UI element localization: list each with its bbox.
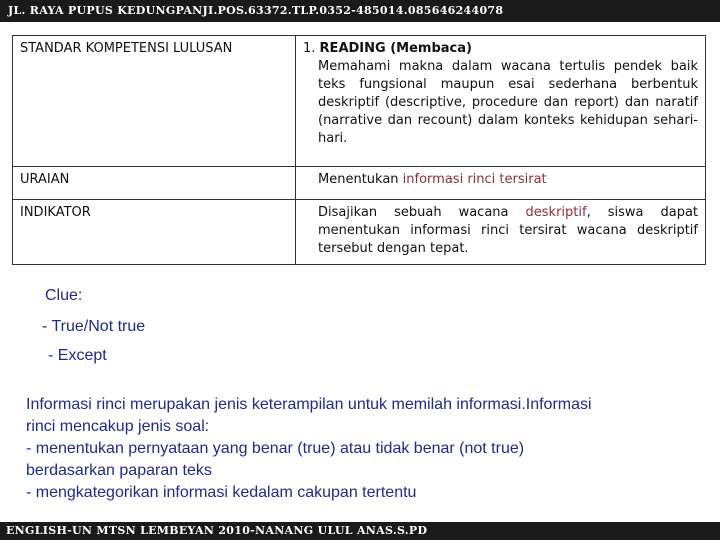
- indikator-text-after: , siswa dapat menentukan informasi rinci tersirat wacana deskriptif tersebut dengan tepat.: [318, 205, 699, 256]
- clue-item-true-not-true: - True/Not true: [42, 318, 146, 335]
- uraian-label: URAIAN: [13, 167, 296, 200]
- footer-bar: [0, 522, 720, 540]
- info-line: Informasi rinci merupakan jenis keterampilan untuk memilah informasi.Informasi: [26, 396, 592, 413]
- info-line: - mengkategorikan informasi kedalam cakupan tertentu: [26, 484, 417, 501]
- table-row: [13, 36, 706, 167]
- clue-title: Clue:: [45, 287, 83, 304]
- info-line: berdasarkan paparan teks: [26, 462, 212, 479]
- uraian-text: [303, 171, 698, 189]
- header-bar: [0, 0, 720, 22]
- table-row: [13, 200, 706, 265]
- info-line: - menentukan pernyataan yang benar (true) atau tidak benar (not true): [26, 440, 525, 457]
- uraian-value: [296, 167, 706, 200]
- standar-kompetensi-label: STANDAR KOMPETENSI LULUSAN: [13, 36, 296, 167]
- indikator-text-before: Disajikan sebuah wacana: [318, 205, 526, 220]
- reading-number: 1.: [303, 41, 316, 56]
- uraian-highlight: informasi rinci tersirat: [402, 172, 547, 187]
- indikator-highlight: deskriptif: [525, 205, 587, 220]
- reading-description: Memahami makna dalam wacana tertulis pendek baik teks fungsional maupun esai sederhana berbentuk deskriptif (descriptive, procedure dan report) dan naratif (narrative dan recount) dalam konteks kehidupan sehari-hari.: [318, 59, 698, 146]
- uraian-text-before: Menentukan: [318, 172, 403, 187]
- footer-text: ENGLISH-UN MTSN LEMBEYAN 2010-NANANG ULUL ANAS.S.PD: [6, 524, 428, 537]
- competency-table: [12, 35, 706, 265]
- indikator-value: [296, 200, 706, 265]
- header-address: JL. RAYA PUPUS KEDUNGPANJI.POS.63372.TLP.0352-485014.085646244078: [8, 4, 504, 17]
- reading-title: READING (Membaca): [319, 41, 472, 56]
- indikator-text: [303, 204, 698, 258]
- indikator-label: INDIKATOR: [13, 200, 296, 265]
- standar-kompetensi-value: [296, 36, 706, 167]
- clue-item-except: - Except: [48, 347, 107, 364]
- info-line: rinci mencakup jenis soal:: [26, 418, 210, 435]
- info-paragraph: [26, 394, 706, 504]
- table-row: [13, 167, 706, 200]
